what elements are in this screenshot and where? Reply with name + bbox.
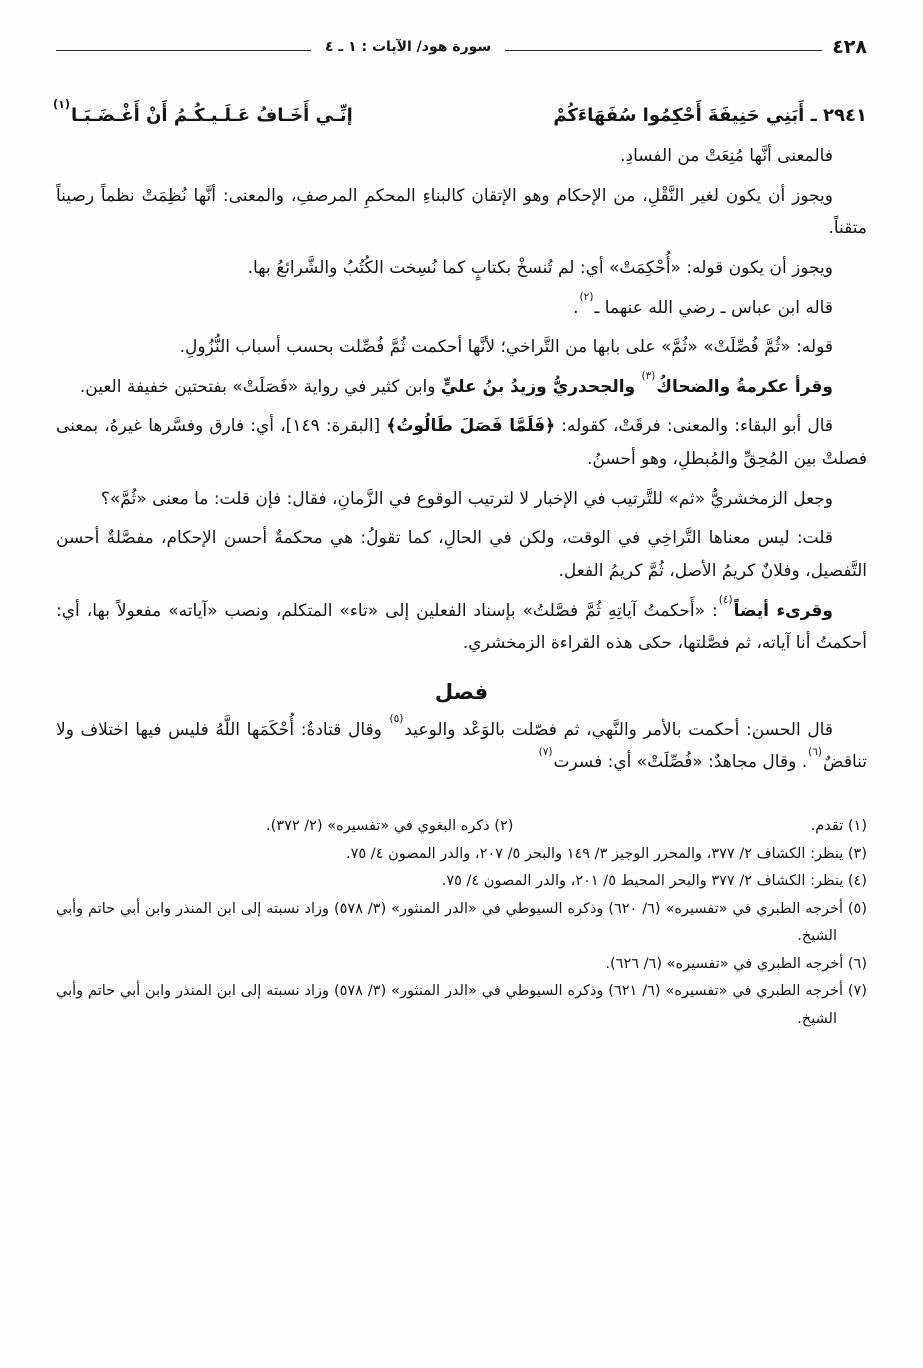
footnote-ref-6: (٦) <box>808 745 822 758</box>
verse-second-hemistich <box>52 97 353 126</box>
footnote-4: (٤) ينظر: الكشاف ٢/ ٣٧٧ والبحر المحيط ٥/ ٢٠١، والدر المصون ٤/ ٧٥. <box>441 873 867 890</box>
footnote-ref-1: (١) <box>53 97 71 111</box>
footnote-1: (١) تقدم. <box>810 818 867 834</box>
footnote-7: (٧) أخرجه الطبري في «تفسيره» (٦/ ٦٢١) وذكره السيوطي في «الدر المنثور» (٣/ ٥٧٨) وزاد نسبته إلى ابن المنذر وابن أبي حاتم وأبي الشيخ. <box>56 983 867 1027</box>
quria-aydan-bold: وقرىء أيضاً <box>733 600 834 621</box>
fasl-mujahid: . وقال مجاهدٌ: «فُصِّلَتْ» أي: فسرت <box>553 752 808 773</box>
footnote-5: (٥) أخرجه الطبري في «تفسيره» (٦/ ٦٢٠) وذكره السيوطي في «الدر المنثور» (٣/ ٥٧٨) وزاد نسبته إلى ابن المنذر وابن أبي حاتم وأبي الشيخ. <box>56 900 867 945</box>
paragraph-qult: قلت: ليس معناها التَّراخِي في الوقت، ولكن في الحالِ، كما تقولُ: هي محكمةٌ أحسن الإحكام، مفصَّلةٌ أحسن التَّفصيل، وفلانٌ كريمُ الأصل، ثُمَّ كريمُ الفعل. <box>56 528 867 581</box>
footnote-6: (٦) أخرجه الطبري في «تفسيره» (٦/ ٦٢٦). <box>605 955 867 972</box>
verse-first-hemistich: ٢٩٤١ ـ أَبَنِي حَنِيفَةَ أَحْكِمُوا سُفَهَاءَكُمْ <box>553 105 867 126</box>
paragraph-ibn-abbas <box>56 292 867 325</box>
fasl-qatada: وقال قتادةُ: أُحْكَمَها اللَّهُ فليس فيها اختلاف ولا تناقضٌ <box>56 719 867 773</box>
paragraph-abu-albaqa <box>56 410 867 475</box>
fasl-hasan: قال الحسن: أحكمت بالأمر والنَّهي، ثم فصّلت بالوَعْد والوعيد <box>404 719 833 740</box>
footnote-ref-3: (٣) <box>641 370 656 383</box>
footnote-row-1-2 <box>56 813 867 841</box>
paragraph-zamakhshari: وجعل الزمخشريُّ «ثم» للتَّرتيب في الإخبار لا لترتيب الوقوع في الزَّمانِ، فقال: فإن قلت: ما معنى «ثُمَّ»؟ <box>100 488 833 509</box>
qiraah-rest: وابن كثير في رواية «فَصَلَتْ» بفتحتين خفيفة العين. <box>79 376 436 397</box>
quran-citation: ﴿فَلَمَّا فَصَلَ طَالُوتُ﴾ <box>386 416 556 437</box>
footnote-2: (٢) ذكره البغوي في «تفسيره» (٢/ ٣٧٢). <box>266 818 514 834</box>
abu-albaqa-pre: قال أبو البقاء: والمعنى: فرقَتْ، كقوله: <box>555 416 834 437</box>
chapter-title: سورة هود/ الآيات : ١ ـ ٤ <box>325 39 492 55</box>
qiraah-readers-bold-2: والجحدريُّ وزيدُ بنُ عليٍّ <box>440 376 636 397</box>
footnote-ref-5: (٥) <box>389 713 404 726</box>
page-header <box>0 36 923 58</box>
verse-second-text: إنِّـي أَخَـافُ عَـلَـيـكُـمُ أَنْ أَغْـضَـبَـا <box>71 105 353 126</box>
header-rule-long <box>505 50 822 51</box>
header-rule-short <box>56 50 311 51</box>
qiraah-readers-bold: وقرأ عكرمةُ والضحاكُ <box>656 376 833 397</box>
paragraph-uhkimat: ويجوز أن يكون قوله: «أُحْكِمَتْ» أي: لم تُنسخْ بكتابٍ كما نُسِخت الكُتُبُ والشَّرائعُ بها. <box>247 257 833 278</box>
quria-aydan-rest: : «أَحكمتُ آياتِهِ ثُمَّ فصَّلتُ» بإسناد الفعلين إلى «تاء» المتكلم، ونصب «آياته» مفعولاً بها، أي: أحكمتُ أنا آياته، ثم فصَّلتها، حكى هذه القراءة الزمخشري. <box>56 600 867 654</box>
section-title-fasl: فصل <box>434 679 489 704</box>
poetry-line <box>0 97 923 126</box>
commentary-body <box>0 140 923 779</box>
footnote-ref-7: (٧) <box>538 745 553 758</box>
paragraph-ihkam: ويجوز أن يكون لغير النَّقْلِ، من الإحكام وهو الإتقان كالبناءِ المحكمِ المرصفِ، والمعنى: أنَّها نُظِمَتْ نظماً رصيناً متقناً. <box>56 185 867 239</box>
paragraph-meaning: فالمعنى أنَّها مُنِعَتْ من الفسادِ. <box>620 146 833 166</box>
paragraph-thumma: قوله: «ثُمَّ فُصِّلَتْ» «ثُمَّ» على بابها من التَّراخي؛ لأنَّها أحكمت ثُمَّ فُصِّلت بحسب أسباب النُّزُولِ. <box>179 337 833 358</box>
ibn-abbas-text: قاله ابن عباس ـ رضي الله عنهما ـ <box>594 297 833 318</box>
ibn-abbas-dot: . <box>573 297 579 318</box>
page-number: ٤٢٨ <box>832 36 867 58</box>
footnotes-section <box>0 813 923 1033</box>
footnote-ref-2: (٢) <box>579 291 594 304</box>
footnote-3: (٣) ينظر: الكشاف ٢/ ٣٧٧، والمحرر الوجيز ٣/ ١٤٩ والبحر ٥/ ٢٠٧، والدر المصون ٤/ ٧٥. <box>346 845 867 862</box>
paragraph-qiraah <box>56 371 867 404</box>
footnote-ref-4: (٤) <box>718 594 733 607</box>
abu-albaqa-post: [البقرة: ١٤٩]، أي: فارق وفسَّرها غيرهُ، بمعنى فصلتْ بين المُحِقِّ والمُبطلِ، وهو أحسنُ. <box>56 416 867 469</box>
paragraph-quria-aydan <box>56 595 867 660</box>
paragraph-fasl <box>56 714 867 779</box>
